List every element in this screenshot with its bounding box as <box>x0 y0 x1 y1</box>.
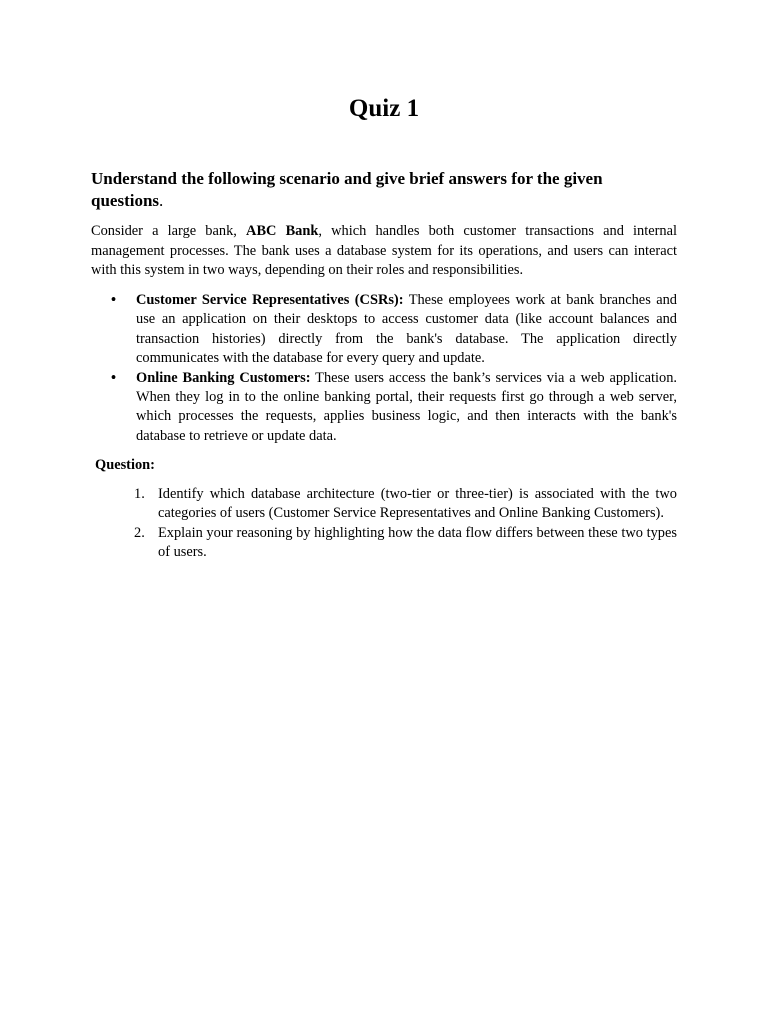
list-item-online-customers <box>91 369 677 447</box>
list-item-term: Customer Service Representatives (CSRs): <box>136 292 404 308</box>
bullet-icon: • <box>111 369 117 386</box>
scenario-text-after: , which handles both customer transactions and internal management processes. The bank uses a database system for its operations, and users can interact with this system in two ways, depending on their roles and responsibilities. <box>91 223 677 279</box>
page-title: Quiz 1 <box>348 95 420 122</box>
question-number: 1. <box>134 486 145 502</box>
list-item-term: Online Banking Customers: <box>136 369 311 386</box>
instructions-heading-text: Understand the following scenario and give brief answers for the given questions <box>91 169 603 210</box>
bank-name: ABC Bank <box>246 223 319 239</box>
scenario-text-before: Consider a large bank, <box>91 223 247 239</box>
instructions-heading <box>91 168 651 212</box>
question-text: Identify which database architecture (two-tier or three-tier) is associated with the two categories of users (Customer Service Representatives and Online Banking Customers). <box>158 486 677 522</box>
question-number: 2. <box>134 524 145 541</box>
question-item <box>91 524 677 563</box>
instructions-heading-period: . <box>159 191 164 210</box>
question-text: Explain your reasoning by highlighting how the data flow differs between these two types of users. <box>158 524 677 561</box>
question-label: Question: <box>95 457 155 473</box>
bullet-icon: • <box>111 292 117 308</box>
scenario-paragraph <box>91 222 677 281</box>
question-item <box>91 485 677 524</box>
question-list <box>91 485 677 563</box>
list-item-csr <box>91 291 677 369</box>
list-item-text: These users access the bank’s services via a web application. When they log in to the online banking portal, their requests first go through a web server, which processes the requests, applies business logic, and then interacts with the bank's database to retrieve or update data. <box>136 369 677 444</box>
user-category-list <box>91 291 677 446</box>
list-item-text: These employees work at bank branches and use an application on their desktops to access customer data (like account balances and transaction histories) directly from the bank's database. The application directly communicates with the database for every query and update. <box>136 292 677 367</box>
